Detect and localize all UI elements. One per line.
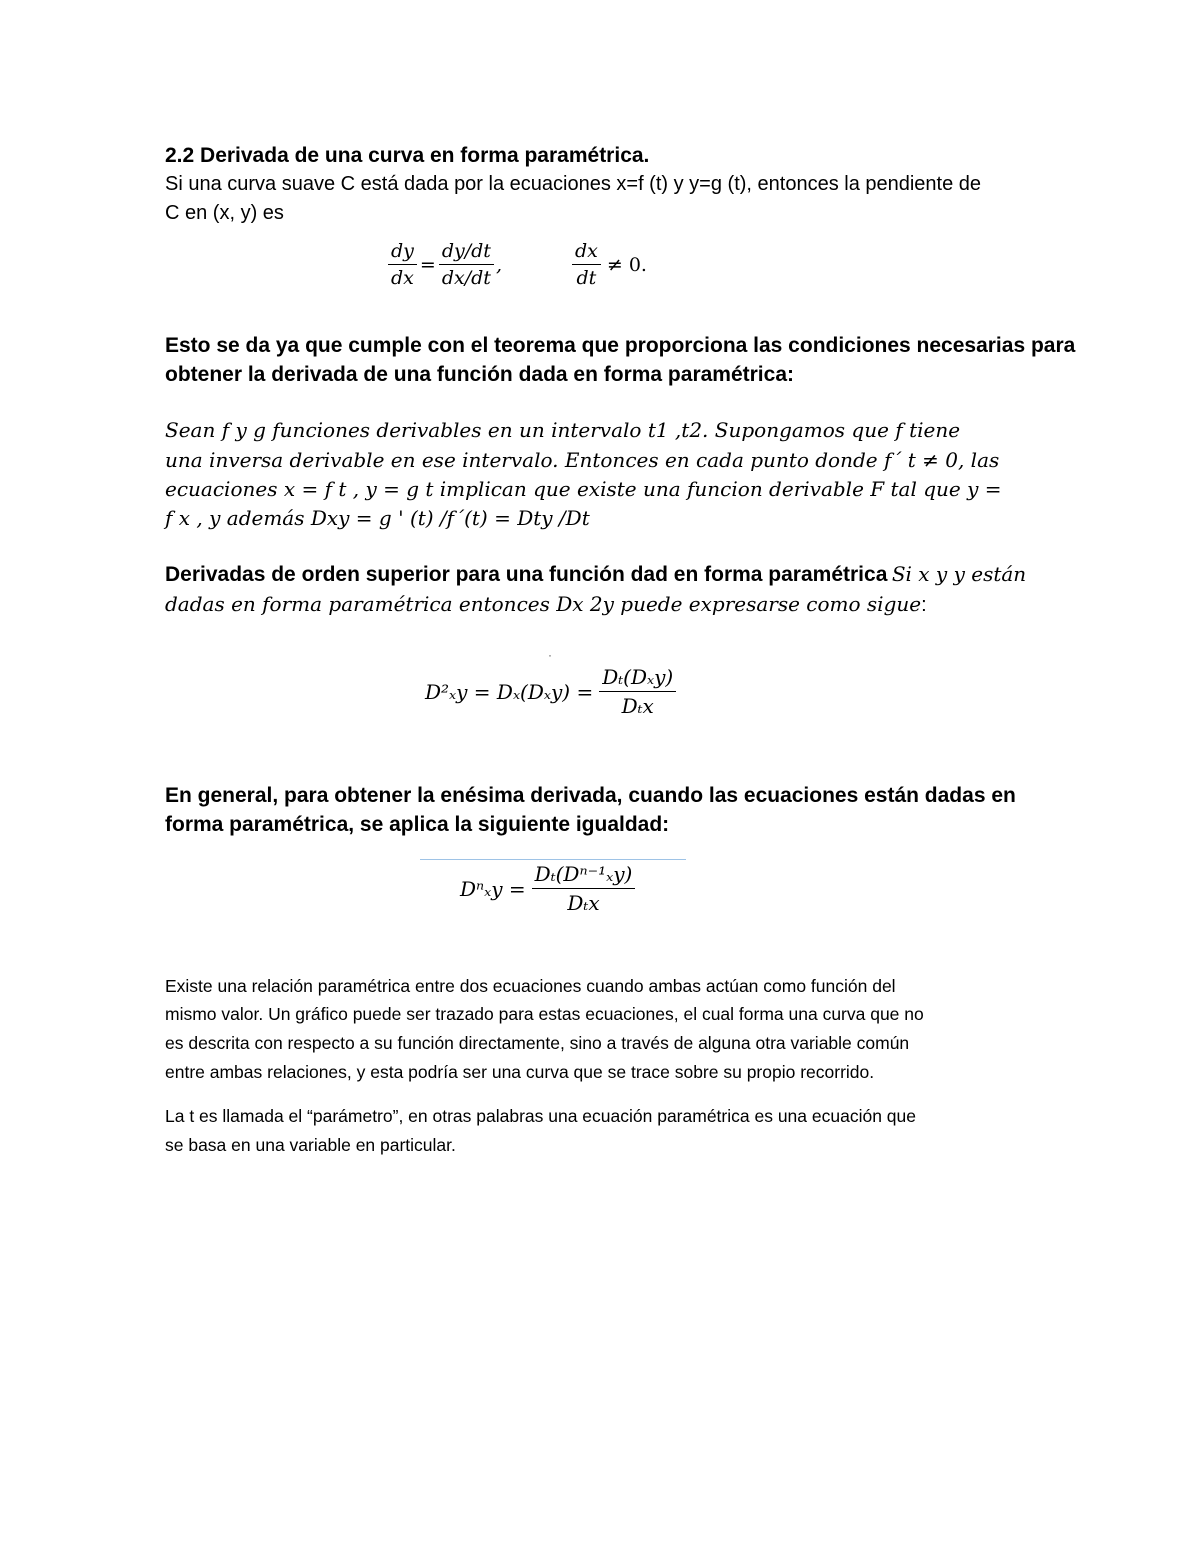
- fraction-denominator: dx/dt: [441, 267, 491, 289]
- general-line-1: En general, para obtener la enésima derivada, cuando las ecuaciones están dadas en: [165, 784, 1016, 807]
- theorem-line-2: una inversa derivable en ese intervalo. Entonces en cada punto donde f´ t ≠ 0, las: [165, 448, 1000, 472]
- higher-order-ital-text: Si x y y están: [891, 562, 1027, 586]
- fraction-numerator: Dₜ(Dₓy): [599, 665, 676, 692]
- fraction-dydt-dxdt: [439, 240, 494, 289]
- closing-p1-line-1: Existe una relación paramétrica entre dos ecuaciones cuando ambas actúan como función del: [165, 976, 896, 996]
- horizontal-rule: [420, 859, 686, 860]
- closing-p2-line-1: La t es llamada el “parámetro”, en otras palabras una ecuación paramétrica es una ecuación que: [165, 1106, 916, 1126]
- fraction-numerator: dy/dt: [439, 240, 494, 265]
- fraction-numerator: Dₜ(Dⁿ⁻¹ₓy): [532, 862, 636, 889]
- closing-p1-line-2: mismo valor. Un gráfico puede ser trazado para estas ecuaciones, el cual forma una curva que no: [165, 1004, 924, 1024]
- closing-p1-line-3: es descrita con respecto a su función directamente, sino a través de alguna otra variable común: [165, 1033, 910, 1053]
- eq3-lhs: Dⁿₓy =: [460, 876, 526, 901]
- fraction-denominator: dt: [576, 267, 597, 289]
- higher-order-line-1: [165, 560, 1026, 589]
- higher-order-ital-text-2: dadas en forma paramétrica entonces Dx 2y puede expresarse como sigue: [165, 592, 922, 616]
- fraction-numerator: dy: [388, 240, 417, 265]
- theorem-line-3: ecuaciones x = f t , y = g t implican que existe una funcion derivable F tal que y =: [165, 477, 1002, 501]
- equation-second-derivative: [425, 665, 676, 718]
- general-line-2: forma paramétrica, se aplica la siguiente igualdad:: [165, 813, 670, 836]
- stray-dot: ·: [548, 648, 552, 662]
- fraction-denominator: dx: [391, 267, 414, 289]
- closing-p1-line-4: entre ambas relaciones, y esta podría ser una curva que se trace sobre su propio recorrido.: [165, 1062, 875, 1082]
- equation-nth-derivative: [460, 862, 635, 915]
- fraction-dy-dx: [388, 240, 417, 289]
- intro-line-1: Si una curva suave C está dada por la ecuaciones x=f (t) y y=g (t), entonces la pendiente de: [165, 173, 982, 195]
- fraction-eq2: [599, 665, 676, 718]
- fraction-eq3: [532, 862, 636, 915]
- fraction-denominator: Dₜx: [621, 694, 654, 718]
- fraction-denominator: Dₜx: [567, 891, 600, 915]
- fraction-dx-dt: [572, 240, 601, 289]
- theorem-intro-line-2: obtener la derivada de una función dada en forma paramétrica:: [165, 363, 794, 386]
- section-title: 2.2 Derivada de una curva en forma paramétrica.: [165, 144, 650, 167]
- intro-line-2: C en (x, y) es: [165, 202, 284, 224]
- not-equal-zero: ≠ 0.: [606, 253, 647, 276]
- theorem-line-4: f x , y además Dxy = g ' (t) /f´(t) = Dty /Dt: [165, 506, 590, 530]
- theorem-line-1: Sean f y g funciones derivables en un intervalo t1 ,t2. Supongamos que f tiene: [165, 418, 961, 442]
- equation-slope: [388, 240, 647, 289]
- higher-order-line-2: [165, 590, 927, 620]
- higher-order-bold-text: Derivadas de orden superior para una función dad en forma paramétrica: [165, 563, 888, 586]
- theorem-intro-line-1: Esto se da ya que cumple con el teorema que proporciona las condiciones necesarias para: [165, 334, 1076, 357]
- equals-sign: =: [419, 253, 436, 276]
- colon: :: [921, 594, 927, 616]
- comma: ,: [495, 253, 502, 276]
- closing-p2-line-2: se basa en una variable en particular.: [165, 1135, 456, 1155]
- eq2-lhs: D²ₓy = Dₓ(Dₓy) =: [425, 679, 594, 704]
- fraction-numerator: dx: [572, 240, 601, 265]
